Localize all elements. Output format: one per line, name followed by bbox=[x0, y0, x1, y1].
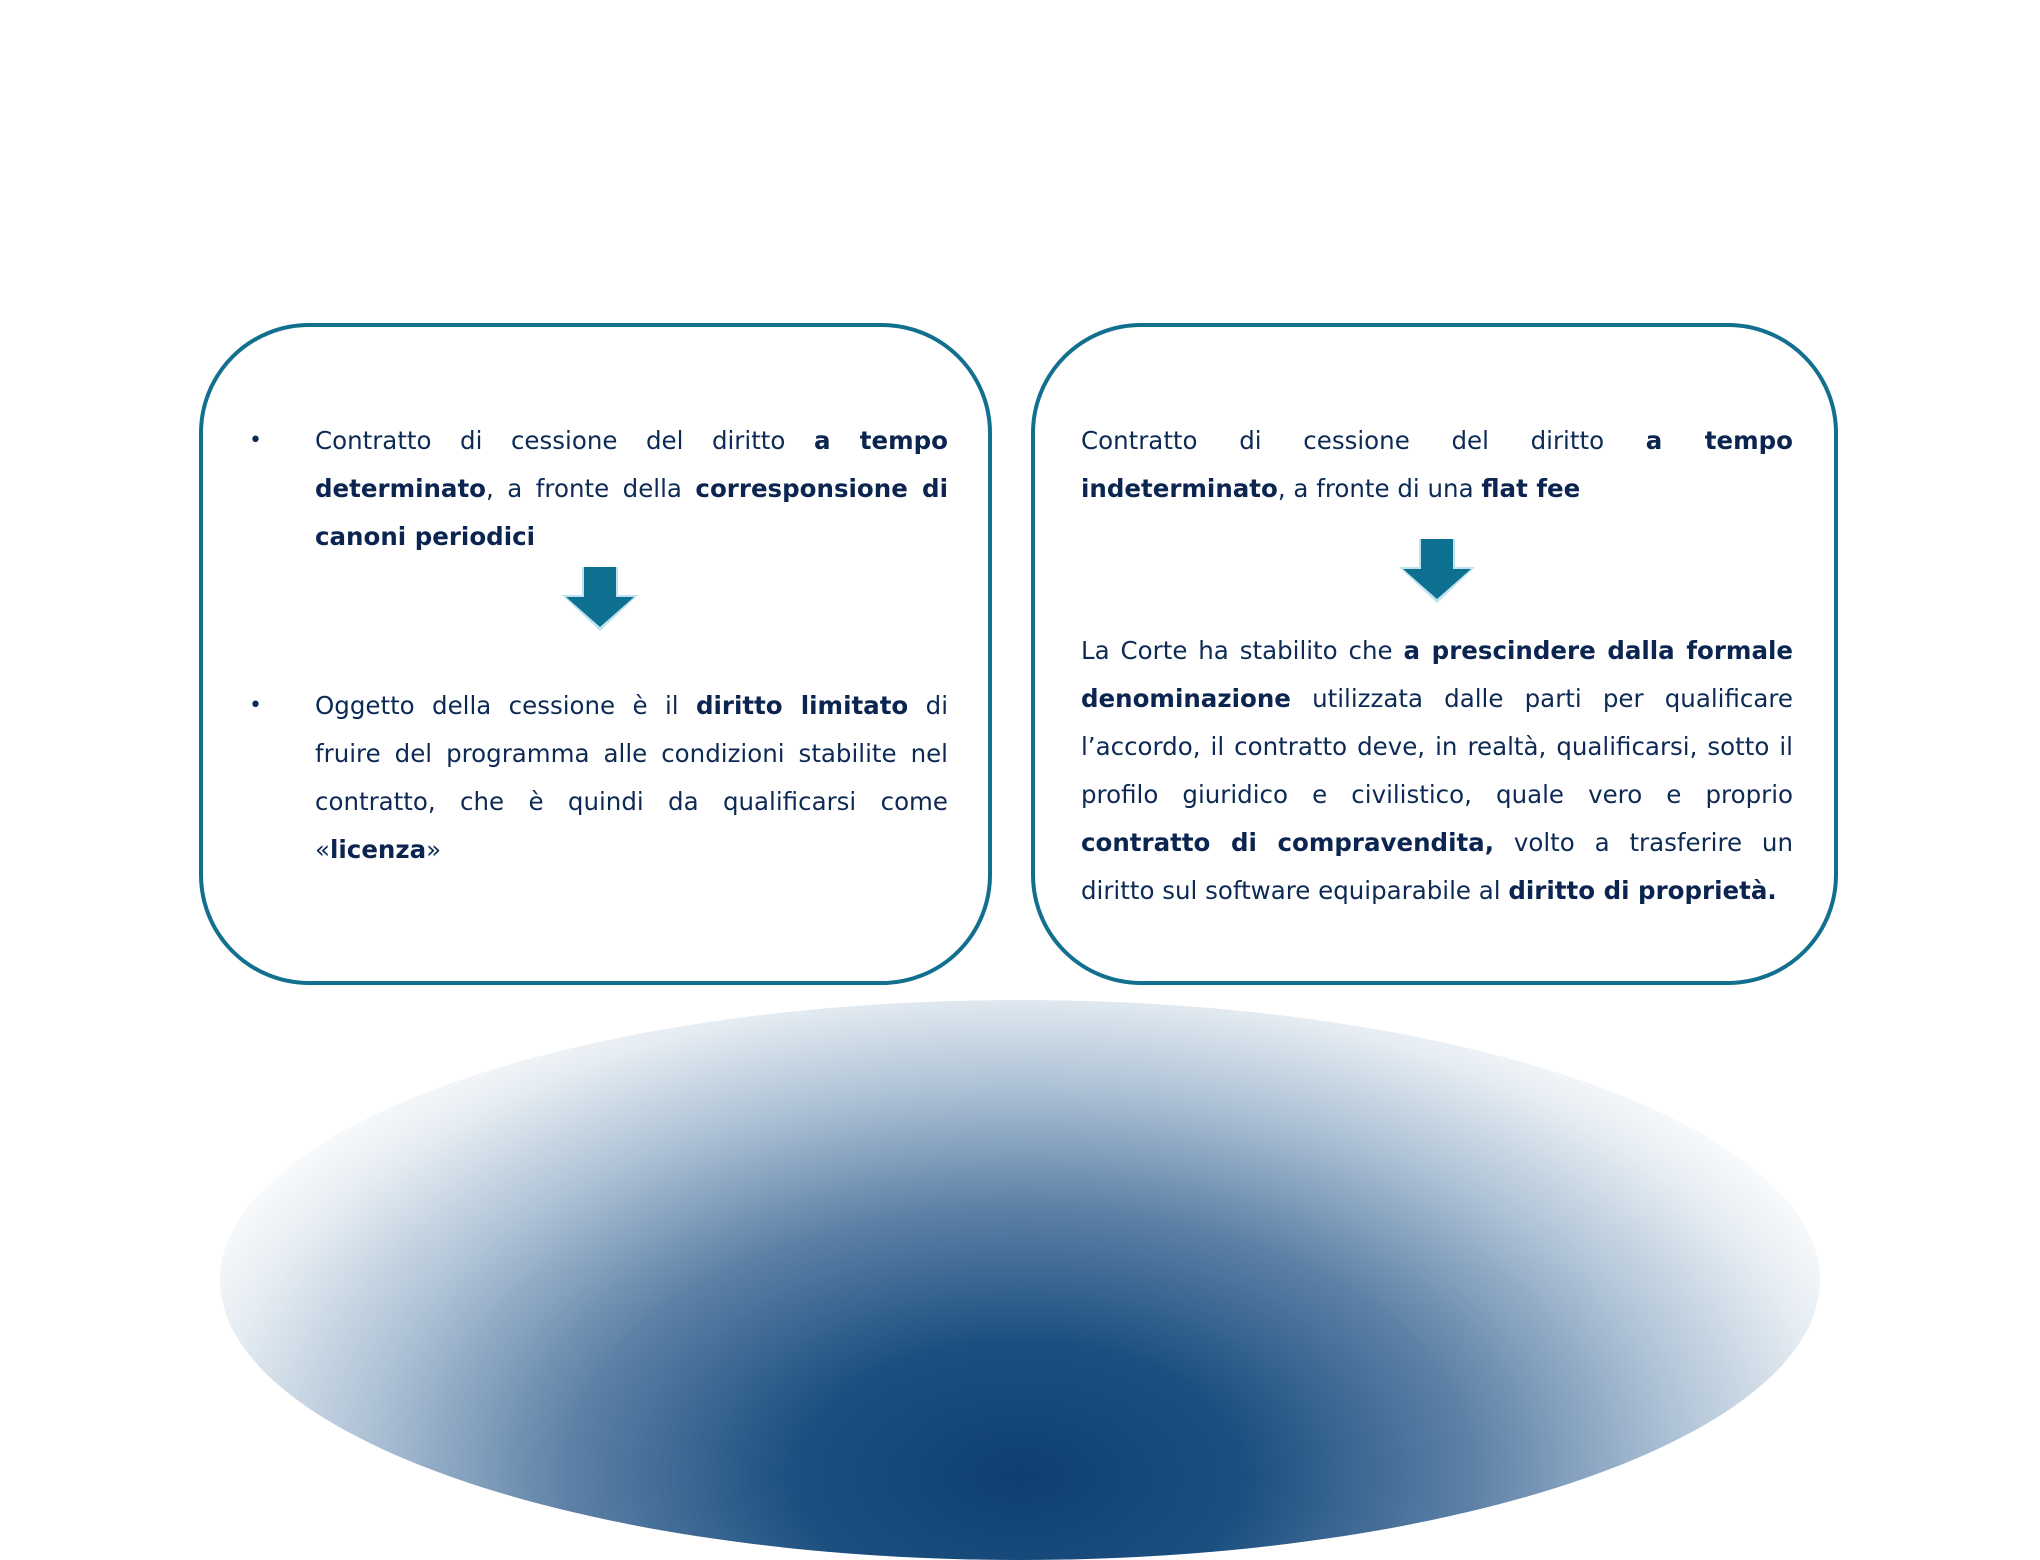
text-segment: » bbox=[426, 835, 442, 864]
bold-term: corresponsione di canoni periodici bbox=[315, 474, 948, 551]
bold-term: a prescindere dalla formale denominazione bbox=[1081, 636, 1793, 713]
bullet-dot: • bbox=[249, 693, 262, 718]
text-segment: volto a trasferire un diritto sul software equiparabile al bbox=[1081, 828, 1793, 905]
text-segment: Contratto di cessione del diritto bbox=[1081, 426, 1646, 455]
bold-term: a tempo determinato bbox=[315, 426, 948, 503]
text-segment: , a fronte della bbox=[486, 474, 696, 503]
bold-term: diritto di proprietà. bbox=[1508, 876, 1777, 905]
text-segment: Oggetto della cessione è il bbox=[315, 691, 696, 720]
bold-term: diritto limitato bbox=[695, 691, 909, 720]
bold-term: licenza bbox=[330, 835, 427, 864]
bullet-dot: • bbox=[249, 428, 262, 453]
arrow-down-icon bbox=[562, 567, 638, 631]
right-paragraph-1 bbox=[1081, 417, 1793, 513]
left-bullet-text-2 bbox=[315, 682, 948, 874]
left-bullet-text-1 bbox=[315, 417, 948, 561]
left-bullet-item-2 bbox=[249, 682, 948, 874]
bold-term: flat fee bbox=[1481, 474, 1581, 503]
left-bullet-item-1 bbox=[249, 417, 948, 561]
right-info-card bbox=[1031, 323, 1838, 985]
text-segment: La Corte ha stabilito che bbox=[1081, 636, 1404, 665]
arrow-down-icon bbox=[1399, 539, 1475, 603]
bold-term: a tempo indeterminato bbox=[1081, 426, 1793, 503]
right-paragraph-2 bbox=[1081, 627, 1793, 915]
left-info-card bbox=[199, 323, 992, 985]
text-segment: di fruire del programma alle condizioni stabilite nel contratto, che è quindi da qualificarsi come « bbox=[315, 691, 948, 864]
text-segment: utilizzata dalle parti per qualificare l’accordo, il contratto deve, in realtà, qualificarsi, sotto il profilo giuridico e civilistico, quale vero e proprio bbox=[1081, 684, 1793, 809]
text-segment: Contratto di cessione del diritto bbox=[315, 426, 814, 455]
bold-term: contratto di compravendita, bbox=[1081, 828, 1495, 857]
text-segment: , a fronte di una bbox=[1277, 474, 1482, 503]
background-gradient bbox=[220, 1000, 1820, 1560]
